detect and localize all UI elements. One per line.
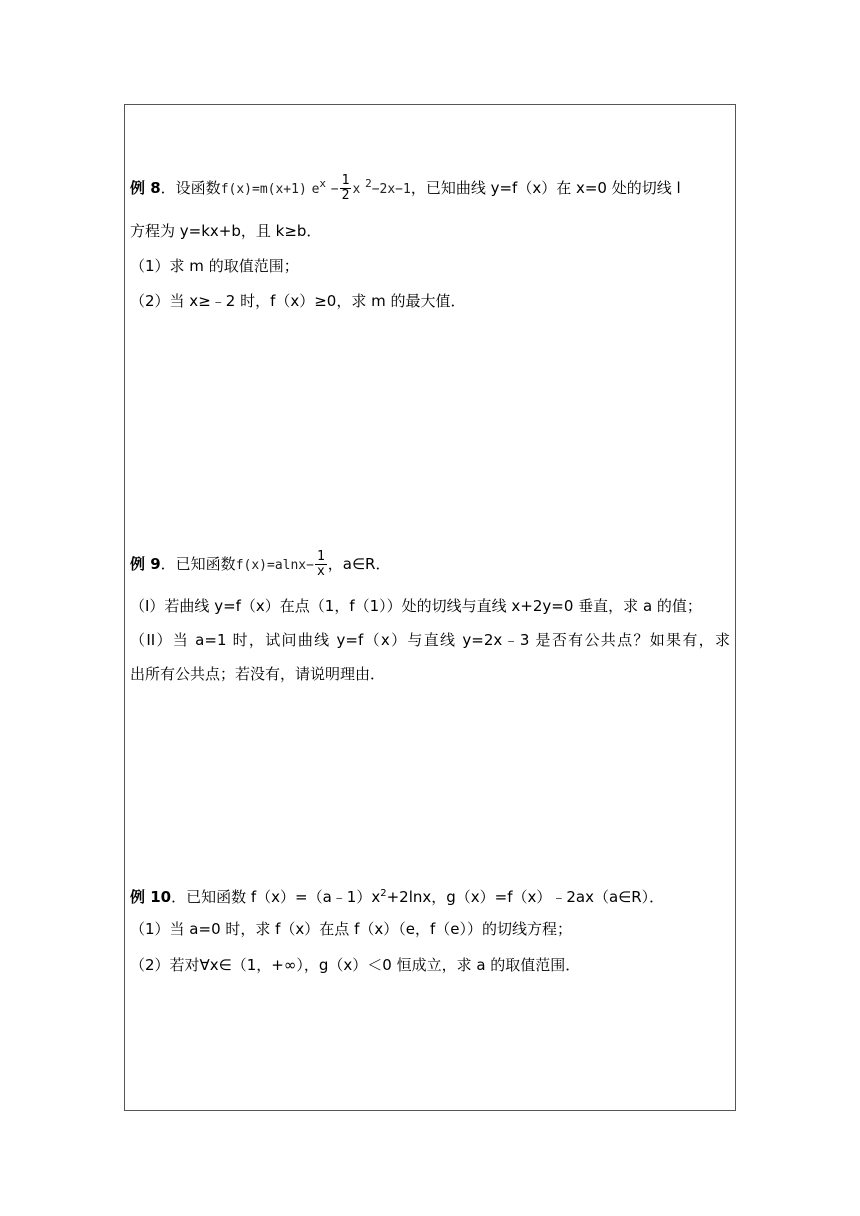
example-9-fraction-denominator: x [316,564,325,579]
example-9-question-2-line-2: 出所有公共点；若没有，请说明理由． [130,665,386,683]
example-8-fraction-numerator: 1 [341,173,350,188]
example-9-label: 例 9 [130,555,161,573]
example-9-question-1: （I）若曲线 y=f（x）在点（1，f（1））处的切线与直线 x+2y=0 垂直，求 a 的值； [130,597,702,615]
example-8-fraction-denominator: 2 [341,188,350,203]
example-8-e: e [311,182,320,197]
example-8-statement [130,174,681,203]
example-9-question-2-line-1: （II）当 a=1 时，试问曲线 y=f（x）与直线 y=2x﹣3 是否有公共点？如果有，求 [130,631,730,649]
example-8-text-after: ，已知曲线 y=f（x）在 x=0 处的切线 l [410,179,681,197]
example-8-line-2: 方程为 y=kx+b，且 k≥b． [130,222,322,240]
example-8-x-exponent: 2 [365,177,372,190]
example-10-statement [130,884,664,907]
example-10-label: 例 10 [130,888,172,906]
example-9-intro: ．已知函数 [160,555,236,573]
example-8-x: x [352,182,361,197]
example-8-label: 例 8 [130,179,161,197]
example-9-fraction-numerator: 1 [316,549,325,564]
example-8-intro: ．设函数 [160,179,221,197]
example-10-exponent: 2 [380,888,387,899]
example-8-e-exponent: x [319,177,327,190]
example-10-question-2: （2）若对∀x∈（1，+∞），g（x）＜0 恒成立，求 a 的取值范围． [130,956,581,974]
example-8-question-2: （2）当 x≥﹣2 时，f（x）≥0，求 m 的最大值． [130,292,466,310]
example-8-function-left: f(x)=m(x+1) [220,182,307,197]
example-8-minus: − [330,182,339,197]
example-10-intro-a: ．已知函数 f（x）=（a﹣1）x [171,888,381,906]
example-9-function-left: f(x)=alnx− [235,558,314,573]
example-10-question-1: （1）当 a=0 时，求 f（x）在点 f（x）（e，f（e））的切线方程； [130,920,572,938]
example-9-text-after: ，a∈R． [327,555,391,573]
example-8-tail-math: −2x−1 [371,182,411,197]
example-9-statement [130,550,390,579]
example-10-intro-b: +2lnx，g（x）=f（x）﹣2ax（a∈R）． [386,888,665,906]
example-8-question-1: （1）求 m 的取值范围； [130,257,299,275]
example-8-fraction [340,174,352,203]
example-9-fraction [315,550,327,579]
